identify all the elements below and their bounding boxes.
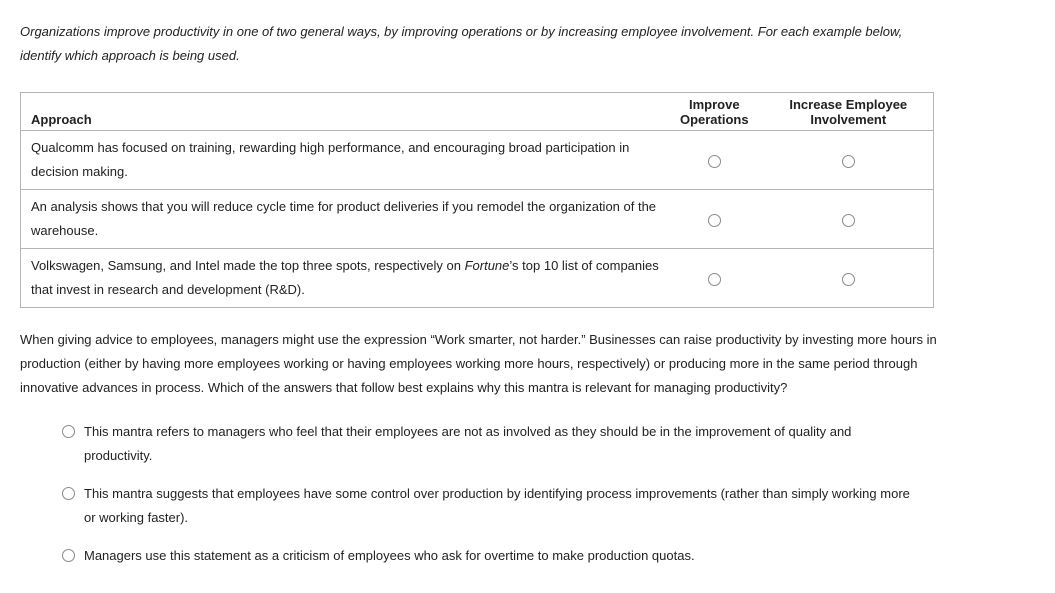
approach-table (20, 92, 934, 308)
statement-text-after: ’s top 10 list of companies that invest in research and development (R&D). (31, 258, 659, 297)
row-option-improve-operations (665, 131, 764, 190)
header-improve-operations (665, 93, 764, 131)
row-option-improve-operations (665, 190, 764, 249)
table-header-row (21, 93, 934, 131)
answer-choice[interactable] (62, 420, 912, 468)
answer-choice[interactable] (62, 544, 912, 568)
answer-choice-label: This mantra refers to managers who feel that their employees are not as involved as they should be in the improvement of quality and productivity. (84, 424, 852, 463)
radio-button[interactable] (62, 487, 75, 500)
answer-choice[interactable] (62, 482, 912, 530)
radio-button[interactable] (708, 273, 721, 286)
header-increase-line1: Increase Employee (789, 96, 908, 112)
radio-button[interactable] (842, 273, 855, 286)
header-increase-involvement (764, 93, 934, 131)
answer-choices (62, 420, 912, 582)
row-option-increase-involvement (764, 190, 934, 249)
radio-button[interactable] (708, 214, 721, 227)
table-row (21, 190, 934, 249)
row-statement: An analysis shows that you will reduce cycle time for product deliveries if you remodel the organization of the warehouse. (21, 190, 666, 249)
instructions-text: Organizations improve productivity in one of two general ways, by improving operations or by increasing employee involvement. For each example below, identify which approach is being used. (20, 24, 903, 63)
answer-choice-label: Managers use this statement as a criticism of employees who ask for overtime to make production quotas. (84, 548, 695, 563)
table-row (21, 249, 934, 308)
row-option-increase-involvement (764, 249, 934, 308)
question-text: When giving advice to employees, managers might use the expression “Work smarter, not harder.” Businesses can raise productivity by investing more hours in production (either by having more employees working or having employees working more hours, respectively) or producing more in the same period through innovative advances in process. Which of the answers that follow best explains why this mantra is relevant for managing productivity? (20, 332, 937, 395)
header-improve-line1: Improve (688, 96, 740, 112)
radio-button[interactable] (842, 155, 855, 168)
row-option-increase-involvement (764, 131, 934, 190)
header-improve-line2: Operations (679, 111, 749, 127)
answer-choice-label: This mantra suggests that employees have some control over production by identifying process improvements (rather than simply working more or working faster). (84, 486, 910, 525)
table-row (21, 131, 934, 190)
row-statement (21, 249, 666, 308)
header-increase-line2: Involvement (810, 111, 887, 127)
row-statement: Qualcomm has focused on training, rewarding high performance, and encouraging broad participation in decision making. (21, 131, 666, 190)
header-approach: Approach (21, 93, 666, 131)
statement-text-italic: Fortune (464, 258, 510, 273)
radio-button[interactable] (62, 425, 75, 438)
row-option-improve-operations (665, 249, 764, 308)
radio-button[interactable] (62, 549, 75, 562)
radio-button[interactable] (708, 155, 721, 168)
statement-text-before: Volkswagen, Samsung, and Intel made the top three spots, respectively on (31, 258, 465, 273)
radio-button[interactable] (842, 214, 855, 227)
